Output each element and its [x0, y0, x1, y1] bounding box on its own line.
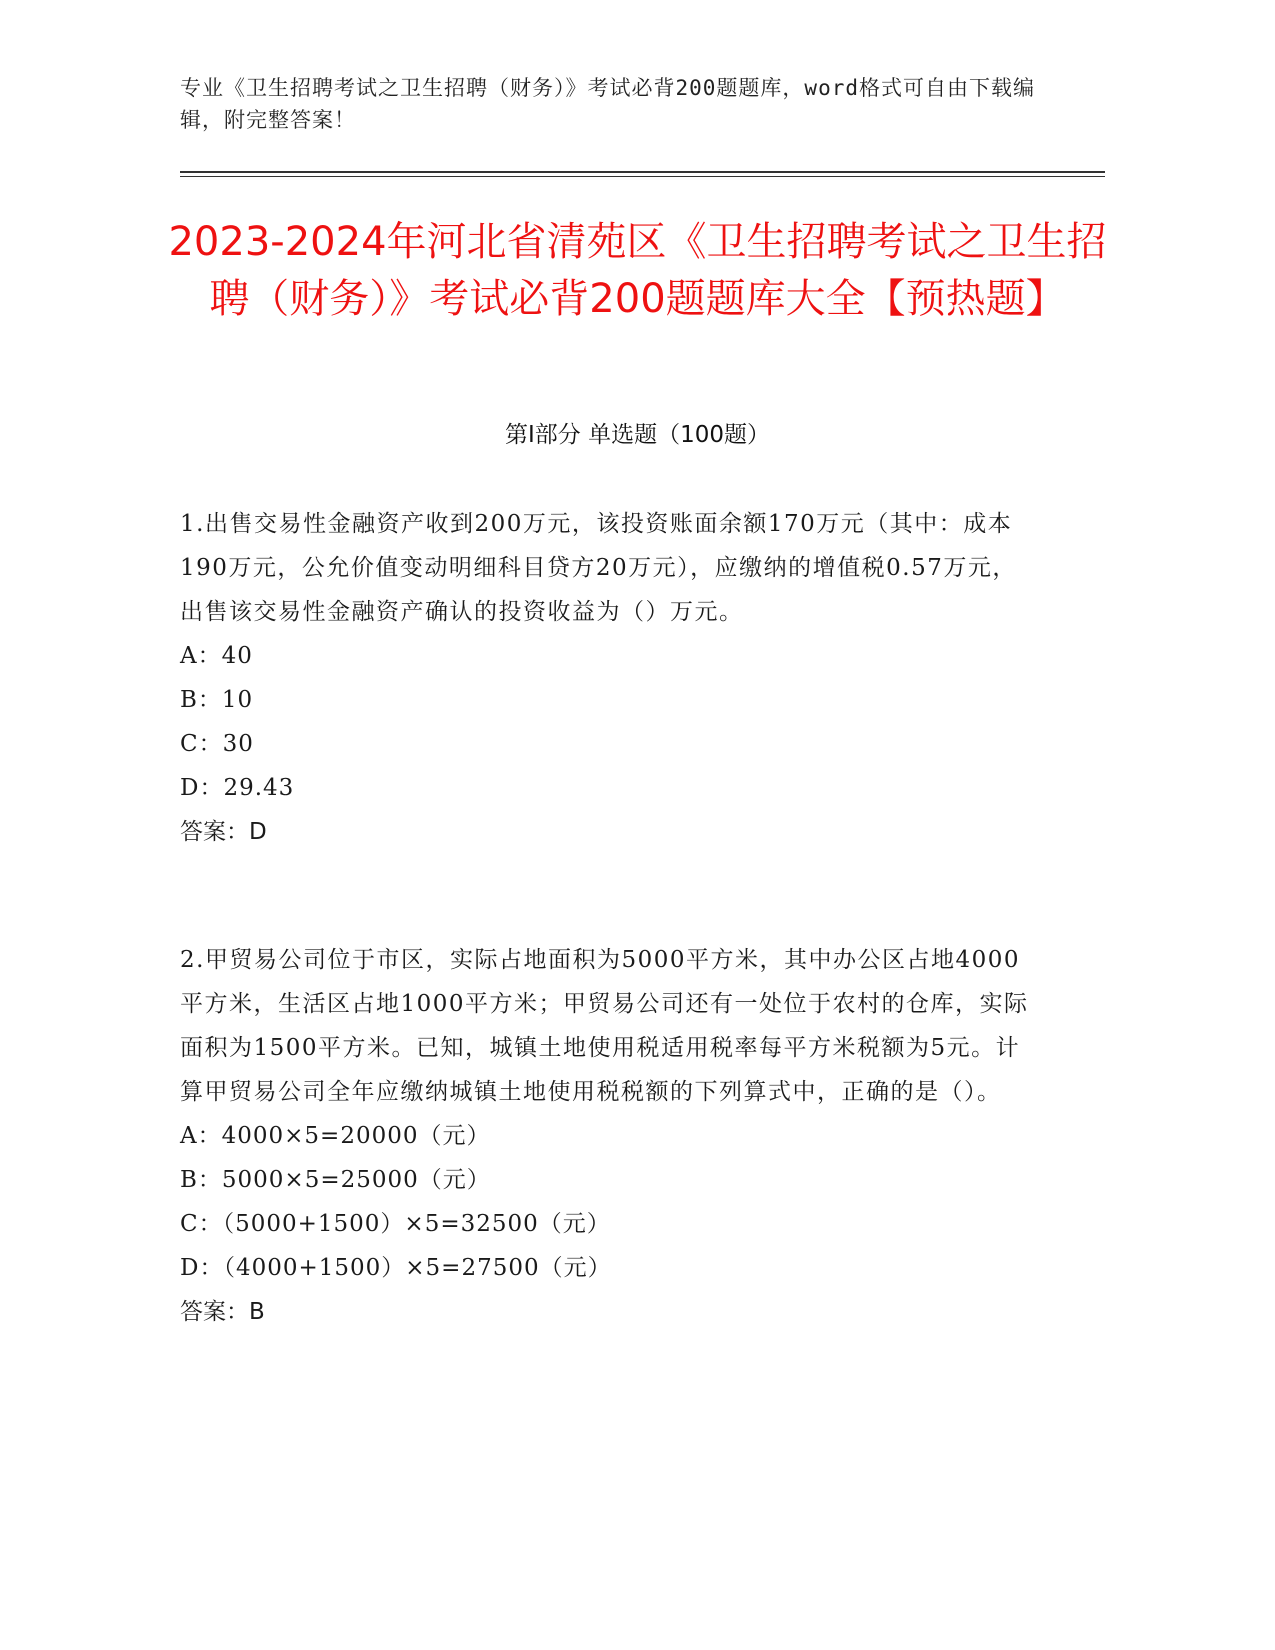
option-c: C：（5000+1500）×5=32500（元） [180, 1211, 611, 1237]
option-a: A：40 [180, 643, 253, 669]
header-divider-thick [180, 171, 1105, 173]
option-d: D：（4000+1500）×5=27500（元） [180, 1255, 612, 1281]
header-divider-thin [180, 176, 1105, 177]
option-b: B：10 [180, 687, 254, 713]
answer-label: 答案：B [180, 1299, 265, 1325]
question-stem: 2.甲贸易公司位于市区，实际占地面积为5000平方米，其中办公区占地4000平方米，生活区占地1000平方米；甲贸易公司还有一处位于农村的仓库，实际面积为1500平方米。已知，城镇土地使用税适用税率每平方米税额为5元。计算甲贸易公司全年应缴纳城镇土地使用税税额的下列算式中，正确的是（）。 [180, 947, 1029, 1105]
header-note: 专业《卫生招聘考试之卫生招聘（财务）》考试必背200题题库，word格式可自由下载编辑，附完整答案！ [180, 76, 1035, 132]
option-d: D：29.43 [180, 775, 295, 801]
option-b: B：5000×5=25000（元） [180, 1167, 491, 1193]
option-c: C：30 [180, 731, 254, 757]
option-a: A：4000×5=20000（元） [180, 1123, 491, 1149]
section-title: 第I部分 单选题（100题） [505, 422, 770, 448]
answer-label: 答案：D [180, 819, 267, 845]
question-stem: 1.出售交易性金融资产收到200万元，该投资账面余额170万元（其中：成本190万元，公允价值变动明细科目贷方20万元），应缴纳的增值税0.57万元，出售该交易性金融资产确认的投资收益为（）万元。 [180, 511, 1017, 625]
question-2 [180, 938, 1030, 1334]
document-title: 2023-2024年河北省清苑区《卫生招聘考试之卫生招聘（财务）》考试必背200题题库大全【预热题】 [168, 219, 1107, 322]
question-1 [180, 502, 1030, 854]
